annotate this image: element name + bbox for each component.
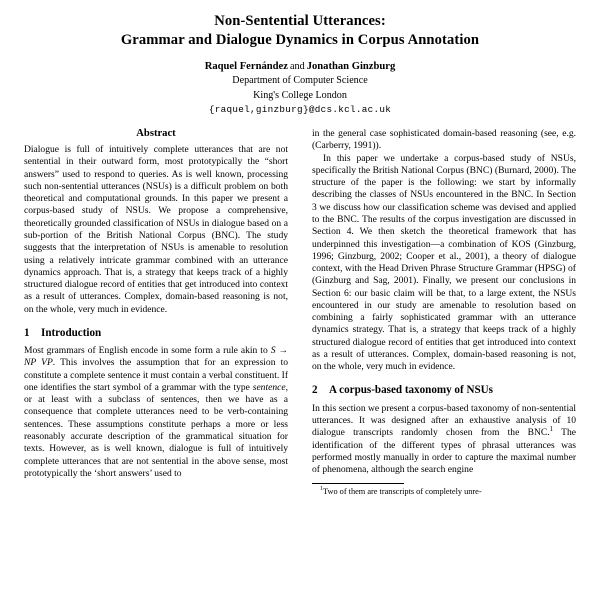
footnote-zone: [312, 483, 576, 497]
author-second: Jonathan Ginzburg: [306, 60, 396, 72]
body-columns: [24, 128, 576, 498]
author-first: Raquel Fernández: [204, 60, 288, 72]
title-line-1: Non-Sentential Utterances:: [214, 13, 386, 29]
author-conjunction: and: [289, 60, 305, 72]
column-left: [24, 128, 288, 480]
intro-text-part-1: Most grammars of English encode in some form a rule akin to: [24, 345, 271, 357]
title-block: [24, 0, 576, 115]
paper-structure-paragraph: In this paper we undertake a corpus-based study of NSUs, specifically the British National Corpus (BNC) (Burnard, 2000). The structure of the paper is the following: we start by informally describing the classes of NSUs encountered in the BNC. In Section 3 we discuss how our classification scheme was devised and applied to the BNC. The results of the corpus investigation are discussed in Section 4. We then sketch the theoretical framework that has underpinned this investigation—a combination of KOS (Ginzburg, 1996; Ginzburg, 2002; Cooper et al., 2001), a theory of dialogue context, with the Head Driven Phrase Structure Grammar (HPSG) of (Ginzburg and Sag, 2001). Finally, we present our conclusions in Section 6: our basic claim will be that, to a large extent, the NSUs encountered in our study are amenable to resolution based on combining a fairly sophisticated grammar with an utterance dynamics strategy. That is, a strategy that keeps track of a highly structured dialogue record of entities that get introduced into context as a result of utterances. Complex, domain-based reasoning is not, on the whole, very much in evidence.: [312, 152, 576, 373]
footnote-body: Two of them are transcripts of completely unre-: [322, 487, 482, 497]
affiliation-department: Department of Computer Science: [232, 75, 368, 87]
title-line-2: Grammar and Dialogue Dynamics in Corpus Annotation: [120, 32, 480, 49]
footnote-text: [312, 487, 576, 497]
author-list: [24, 60, 576, 74]
column-right: [312, 128, 576, 498]
grammar-rule: S → NP VP: [24, 345, 288, 369]
page-title: [24, 12, 576, 51]
affiliation-institution: King's College London: [253, 89, 347, 101]
intro-emphasis-sentence: sentence: [252, 381, 286, 393]
section-heading-taxonomy: [312, 384, 576, 397]
intro-text-part-2: . This involves the assumption that for an expression to constitute a complete sentence it must contain a verbal constituent. If one identifies the start symbol of a grammar with the type: [24, 357, 288, 393]
abstract-body: Dialogue is full of intuitively complete utterances that are not sentential in their outward form, most prototypically the “short answers” used to respond to queries. As is well known, processing such non-sentential utterances (NSUs) is a difficult problem on both theoretical and computational grounds. In this paper we present a corpus-based study of NSUs. We propose a comprehensive, theoretically grounded classification of NSUs in dialogue based on a sub-portion of the British National Corpus (BNC). The study suggests that the interpretation of NSUs is amenable to resolution using a relatively intricate grammar combined with an utterance dynamics approach. That is, a strategy that keeps track of a highly structured dialogue record of entities that get introduced into context as a result of utterances. Complex, domain-based reasoning is not, on the whole, very much in evidence.: [24, 144, 288, 315]
continued-paragraph: in the general case sophisticated domain-based reasoning (see, e.g. (Carberry, 1991)).: [312, 128, 576, 152]
taxonomy-text-part-1: In this section we present a corpus-based taxonomy of non-sentential utterances. It was designed after an exhaustive analysis of 10 dialogue transcripts randomly chosen from the BNC.: [312, 402, 576, 439]
section-heading-introduction: [24, 327, 288, 340]
footnote-marker: 1: [320, 486, 323, 493]
section-number: 2: [312, 384, 318, 397]
footnote-separator-rule: [312, 483, 404, 484]
taxonomy-paragraph: [312, 403, 576, 477]
introduction-paragraph: [24, 345, 288, 480]
section-number: 1: [24, 326, 30, 339]
author-email: {raquel,ginzburg}@dcs.kcl.ac.uk: [208, 104, 392, 116]
footnote-reference-marker[interactable]: 1: [549, 426, 554, 434]
section-title: Introduction: [41, 326, 102, 339]
abstract-heading: Abstract: [136, 128, 176, 140]
section-title: A corpus-based taxonomy of NSUs: [329, 384, 493, 397]
intro-text-part-3: , or at least with a subclass of sentences, then we have as a consequence that complete utterances need to be verb-containing sentences. These assumptions constitute perhaps a more or less reasonably accurate description of the grammatical situation for texts. However, as is well known, dialogue is full of intuitively complete utterances that are not sentential in the above sense, most prototypically the ‘short answers’ used to: [24, 381, 288, 479]
taxonomy-text-part-2: The identification of the different types of phrasal utterances was performed mostly manually in order to capture the maximal number of phenomena, although the search engine: [312, 427, 576, 476]
